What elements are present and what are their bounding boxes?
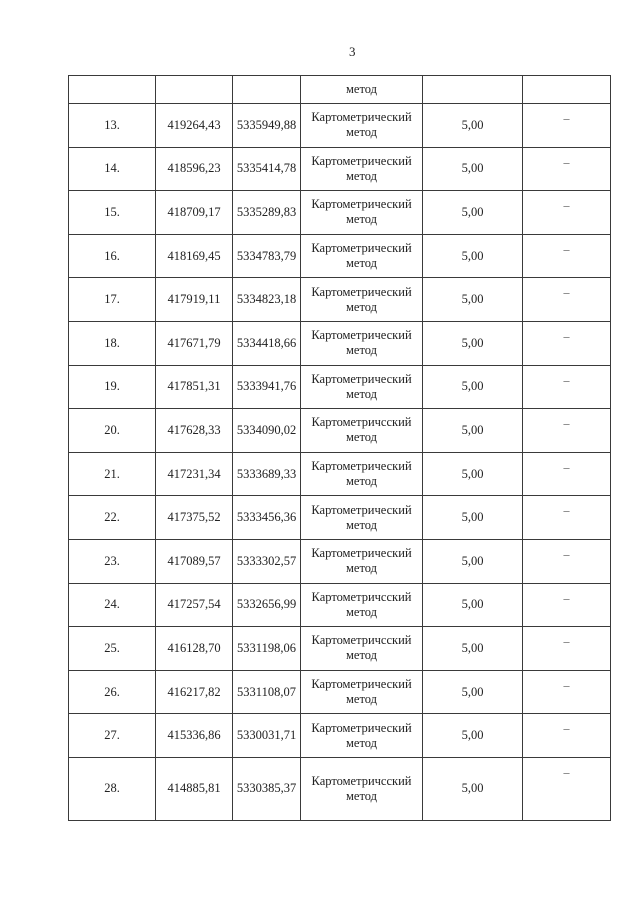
x-coordinate-cell: 418709,17 [156, 191, 233, 235]
note-cell [523, 670, 611, 714]
method-cell [301, 757, 423, 820]
method-cell [301, 409, 423, 453]
method-line-1: Картометрический [311, 284, 412, 299]
method-line-1: Картометричсский [311, 773, 412, 788]
note-cell [523, 714, 611, 758]
y-coordinate-cell: 5334823,18 [233, 278, 301, 322]
table-row [69, 496, 611, 540]
note-cell [523, 409, 611, 453]
x-coordinate-cell: 419264,43 [156, 104, 233, 148]
method-line-1: Картометрический [311, 546, 412, 561]
page-number: 3 [349, 44, 356, 59]
x-coordinate-cell: 418169,45 [156, 234, 233, 278]
method-cell [301, 104, 423, 148]
accuracy-cell: 5,00 [423, 191, 523, 235]
y-coordinate-cell: 5334090,02 [233, 409, 301, 453]
y-coordinate-cell: 5332656,99 [233, 583, 301, 627]
y-coordinate-cell: 5331198,06 [233, 627, 301, 671]
table-body [69, 76, 611, 821]
method-line-2: метод [345, 212, 377, 227]
method-line-1: Картометричсский [311, 415, 412, 430]
dash-mark: – [563, 546, 570, 561]
method-line-2: метод [345, 788, 377, 803]
method-cell [301, 670, 423, 714]
method-line-2: метод [345, 561, 377, 576]
x-coordinate-cell: 416128,70 [156, 627, 233, 671]
table-row [69, 191, 611, 235]
y-coordinate-cell: 5335414,78 [233, 147, 301, 191]
note-cell [523, 321, 611, 365]
dash-mark: – [563, 154, 570, 169]
method-line-2: метод [345, 256, 377, 271]
y-coordinate-cell: 5330031,71 [233, 714, 301, 758]
method-cell [301, 539, 423, 583]
note-cell [523, 757, 611, 820]
method-line-1: Картометрический [311, 459, 412, 474]
x-coordinate-cell: 417851,31 [156, 365, 233, 409]
accuracy-cell: 5,00 [423, 452, 523, 496]
method-line-1: Картометричсский [311, 589, 412, 604]
dash-mark: – [563, 503, 570, 518]
table-row [69, 365, 611, 409]
y-coordinate-cell: 5331108,07 [233, 670, 301, 714]
dash-mark: – [563, 459, 570, 474]
accuracy-cell: 5,00 [423, 757, 523, 820]
point-number-cell: 16. [69, 234, 156, 278]
empty-cell [156, 76, 233, 104]
method-cell [301, 583, 423, 627]
method-cell [301, 278, 423, 322]
point-number-cell: 21. [69, 452, 156, 496]
method-line-2: метод [345, 692, 377, 707]
continuation-row [69, 76, 611, 104]
dash-mark: – [563, 285, 570, 300]
method-line-2: метод [345, 474, 377, 489]
y-coordinate-cell: 5335949,88 [233, 104, 301, 148]
coordinates-table [68, 75, 611, 821]
method-line-2: метод [345, 517, 377, 532]
x-coordinate-cell: 415336,86 [156, 714, 233, 758]
table-row [69, 409, 611, 453]
note-cell [523, 365, 611, 409]
note-cell [523, 191, 611, 235]
table-row [69, 627, 611, 671]
method-cell [301, 496, 423, 540]
dash-mark: – [563, 328, 570, 343]
dash-mark: – [563, 111, 570, 125]
method-line-1: Картометрический [311, 153, 412, 168]
method-line-2: метод [345, 604, 377, 619]
point-number-cell: 26. [69, 670, 156, 714]
method-line-2: метод [345, 648, 377, 663]
method-line-1: Картометрический [311, 720, 412, 735]
method-line-2: метод [345, 168, 377, 183]
table-row [69, 714, 611, 758]
x-coordinate-cell: 414885,81 [156, 757, 233, 820]
table-row [69, 452, 611, 496]
x-coordinate-cell: 417089,57 [156, 539, 233, 583]
x-coordinate-cell: 416217,82 [156, 670, 233, 714]
accuracy-cell: 5,00 [423, 714, 523, 758]
method-line-1: Картометрический [311, 110, 412, 125]
method-line-2: метод [345, 430, 377, 445]
note-cell [523, 539, 611, 583]
point-number-cell: 23. [69, 539, 156, 583]
accuracy-cell: 5,00 [423, 321, 523, 365]
table-row [69, 670, 611, 714]
x-coordinate-cell: 417628,33 [156, 409, 233, 453]
method-line-1: Картометрический [311, 677, 412, 692]
note-cell [523, 234, 611, 278]
empty-cell [423, 76, 523, 104]
point-number-cell: 27. [69, 714, 156, 758]
empty-cell [233, 76, 301, 104]
method-line-1: Картометрический [311, 197, 412, 212]
method-cell: метод [301, 76, 423, 104]
dash-mark: – [563, 198, 570, 213]
accuracy-cell: 5,00 [423, 539, 523, 583]
accuracy-cell: 5,00 [423, 147, 523, 191]
accuracy-cell: 5,00 [423, 627, 523, 671]
y-coordinate-cell: 5334783,79 [233, 234, 301, 278]
table-row [69, 321, 611, 365]
point-number-cell: 25. [69, 627, 156, 671]
table-row [69, 583, 611, 627]
table-row [69, 278, 611, 322]
accuracy-cell: 5,00 [423, 365, 523, 409]
dash-mark: – [563, 241, 570, 256]
note-cell [523, 583, 611, 627]
method-line-1: Картометрический [311, 328, 412, 343]
point-number-cell: 19. [69, 365, 156, 409]
dash-mark: – [563, 416, 570, 431]
point-number-cell: 18. [69, 321, 156, 365]
note-cell [523, 278, 611, 322]
y-coordinate-cell: 5334418,66 [233, 321, 301, 365]
accuracy-cell: 5,00 [423, 409, 523, 453]
dash-mark: – [563, 721, 570, 736]
accuracy-cell: 5,00 [423, 670, 523, 714]
note-cell [523, 627, 611, 671]
point-number-cell: 13. [69, 104, 156, 148]
method-line-2: метод [345, 343, 377, 358]
x-coordinate-cell: 418596,23 [156, 147, 233, 191]
note-cell [523, 452, 611, 496]
table-row [69, 104, 611, 148]
method-line-2: метод [345, 125, 377, 140]
point-number-cell: 17. [69, 278, 156, 322]
method-cell [301, 234, 423, 278]
method-cell [301, 147, 423, 191]
table-row [69, 147, 611, 191]
y-coordinate-cell: 5333302,57 [233, 539, 301, 583]
method-line-2: метод [345, 735, 377, 750]
note-cell [523, 104, 611, 148]
point-number-cell: 20. [69, 409, 156, 453]
point-number-cell: 22. [69, 496, 156, 540]
dash-mark: – [563, 590, 570, 605]
method-cell [301, 365, 423, 409]
method-line-1: Картометрический [311, 241, 412, 256]
dash-mark: – [563, 634, 570, 649]
method-cell [301, 191, 423, 235]
method-cell [301, 714, 423, 758]
method-cell [301, 627, 423, 671]
x-coordinate-cell: 417919,11 [156, 278, 233, 322]
point-number-cell: 14. [69, 147, 156, 191]
method-line-1: Картометрический [311, 502, 412, 517]
y-coordinate-cell: 5333456,36 [233, 496, 301, 540]
table-row [69, 539, 611, 583]
x-coordinate-cell: 417375,52 [156, 496, 233, 540]
dash-mark: – [563, 372, 570, 387]
method-line-1: Картометричсский [311, 633, 412, 648]
point-number-cell: 15. [69, 191, 156, 235]
x-coordinate-cell: 417231,34 [156, 452, 233, 496]
x-coordinate-cell: 417671,79 [156, 321, 233, 365]
method-cell [301, 452, 423, 496]
dash-mark: – [563, 677, 570, 692]
empty-cell [69, 76, 156, 104]
y-coordinate-cell: 5335289,83 [233, 191, 301, 235]
method-line-2: метод [345, 299, 377, 314]
y-coordinate-cell: 5330385,37 [233, 757, 301, 820]
empty-cell [523, 76, 611, 104]
accuracy-cell: 5,00 [423, 234, 523, 278]
note-cell [523, 496, 611, 540]
method-line-1: Картометрический [311, 371, 412, 386]
accuracy-cell: 5,00 [423, 104, 523, 148]
x-coordinate-cell: 417257,54 [156, 583, 233, 627]
table-row [69, 757, 611, 820]
table-row [69, 234, 611, 278]
y-coordinate-cell: 5333941,76 [233, 365, 301, 409]
method-cell [301, 321, 423, 365]
point-number-cell: 24. [69, 583, 156, 627]
accuracy-cell: 5,00 [423, 496, 523, 540]
method-line-2: метод [345, 386, 377, 401]
accuracy-cell: 5,00 [423, 278, 523, 322]
point-number-cell: 28. [69, 757, 156, 820]
note-cell [523, 147, 611, 191]
y-coordinate-cell: 5333689,33 [233, 452, 301, 496]
accuracy-cell: 5,00 [423, 583, 523, 627]
dash-mark: – [563, 764, 570, 779]
